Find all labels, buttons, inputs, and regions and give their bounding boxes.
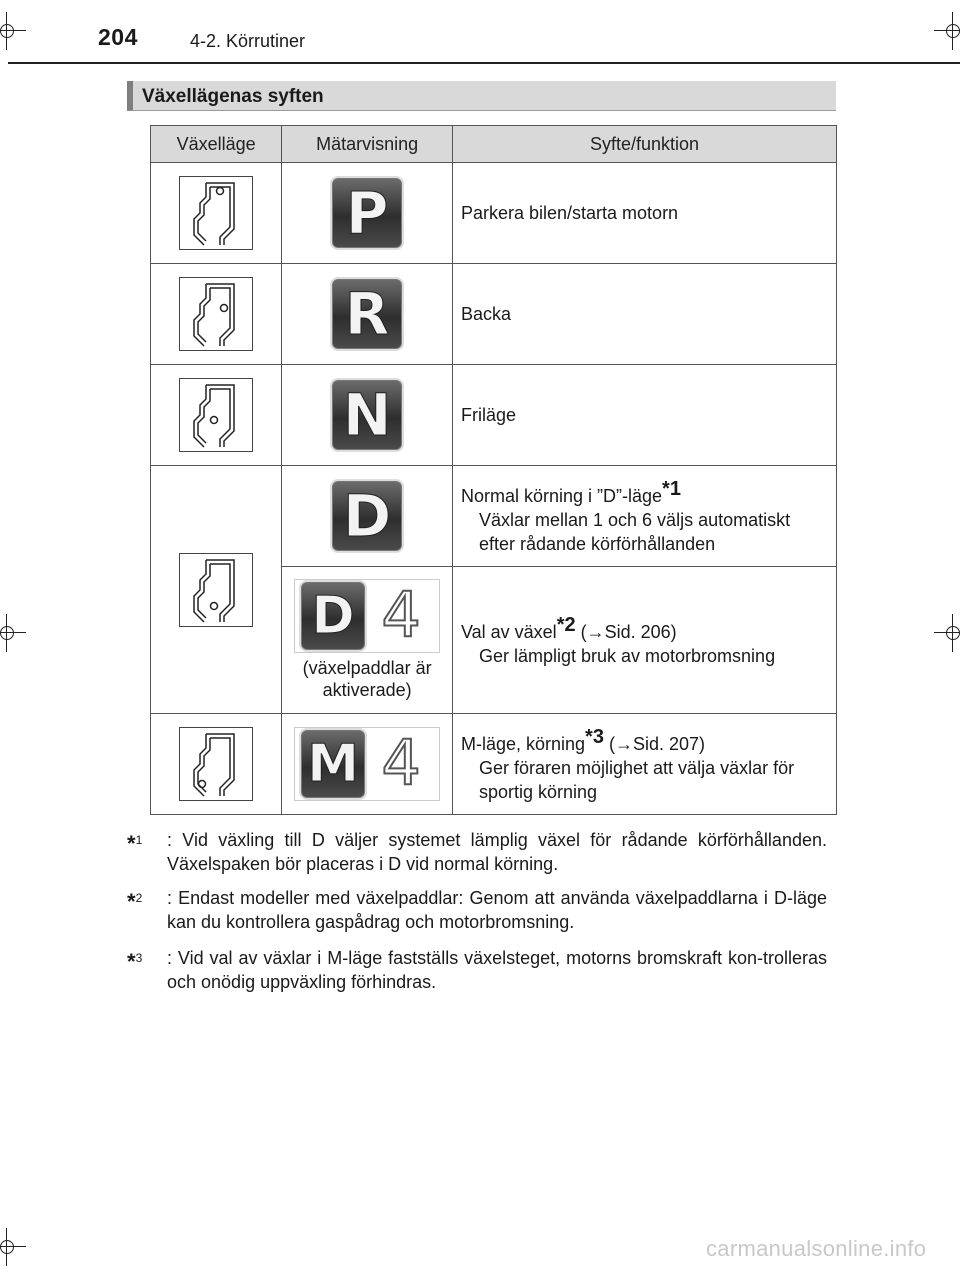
gear-d-indicator-icon: D: [332, 481, 402, 551]
shift-gate-cell: [151, 714, 282, 815]
shift-gate-p-icon: [179, 176, 253, 250]
gear-r-indicator-icon: R: [332, 279, 402, 349]
gear-p-indicator-icon: P: [332, 178, 402, 248]
column-header-function: Syfte/funktion: [452, 126, 836, 163]
table-row: [151, 365, 837, 466]
gear-position-table: [150, 125, 837, 815]
gear-n-indicator-icon: N: [332, 380, 402, 450]
function-text: Friläge: [460, 405, 516, 425]
table-row: [151, 163, 837, 264]
meter-display-cell: [282, 163, 453, 264]
table-row: [151, 714, 837, 815]
shift-gate-cell: [151, 163, 282, 264]
table-row: [151, 466, 837, 567]
shift-gate-n-icon: [179, 378, 253, 452]
section-title: Växellägenas syften: [142, 86, 324, 107]
shift-gate-d-icon: [179, 553, 253, 627]
shift-gate-cell: [151, 365, 282, 466]
paddle-caption: (växelpaddlar är aktiverade): [302, 658, 432, 700]
function-note: Ger lämpligt bruk av motorbromsning: [478, 645, 776, 666]
column-header-gear: Växelläge: [151, 126, 282, 163]
meter-display-cell: [282, 365, 453, 466]
crop-mark-mid-left: [0, 622, 18, 644]
crop-mark-bottom-left: [0, 1236, 18, 1258]
table-header-row: [151, 126, 837, 163]
function-text: Backa: [460, 304, 511, 324]
function-text: Val av växel$^{*2}$ (→Sid. 206): [460, 613, 677, 642]
table-row: [151, 264, 837, 365]
function-cell: [452, 466, 836, 567]
footnote-text: : Endast modeller med växelpaddlar: Genom att använda växelpaddlarna i D-läge kan du kontrollera gaspådrag och motorbromsning.: [167, 888, 827, 932]
footnote-marker: *$^3$: [127, 949, 143, 974]
meter-display-cell: [282, 466, 453, 567]
function-text: M-läge, körning$^{*3}$ (→Sid. 207): [460, 725, 705, 754]
watermark: carmanualsonline.info: [706, 1236, 927, 1261]
shift-gate-m-icon: [179, 727, 253, 801]
column-header-display: Mätarvisning: [282, 126, 453, 163]
meter-display-cell: [282, 714, 453, 815]
page-number: 204: [98, 24, 138, 50]
footnote-text: : Vid val av växlar i M-läge fastställs växelsteget, motorns bromskraft kon-trolleras och onödig uppväxling förhindras.: [167, 948, 827, 992]
footnote-text: : Vid växling till D väljer systemet lämplig växel för rådande körförhållanden. Växelspaken bör placeras i D vid normal körning.: [167, 830, 827, 874]
footnote-2: [127, 886, 827, 934]
function-cell: [452, 714, 836, 815]
crop-mark-top-right: [942, 20, 960, 42]
function-text: Normal körning i ”D”-läge$^{*1}$: [460, 477, 681, 506]
crop-mark-mid-right: [942, 622, 960, 644]
function-cell: [452, 163, 836, 264]
shift-gate-cell: [151, 466, 282, 714]
shift-gate-r-icon: [179, 277, 253, 351]
crop-mark-top-left: [0, 20, 18, 42]
gear-m4-indicator-icon: M 4: [294, 727, 440, 801]
footnote-marker: *$^2$: [127, 889, 143, 914]
header-rule: [8, 62, 960, 64]
function-cell: [452, 365, 836, 466]
footnote-marker: *$^1$: [127, 831, 143, 856]
shift-gate-cell: [151, 264, 282, 365]
footnote-1: [127, 828, 827, 876]
footnote-3: [127, 946, 827, 994]
meter-display-cell: [282, 567, 453, 714]
function-note: Växlar mellan 1 och 6 väljs automatiskt efter rådande körförhållanden: [478, 509, 791, 554]
function-note: Ger föraren möjlighet att välja växlar för sportig körning: [478, 757, 795, 802]
gear-d4-indicator-icon: D 4: [294, 579, 440, 653]
meter-display-cell: [282, 264, 453, 365]
function-text: Parkera bilen/starta motorn: [460, 203, 679, 223]
function-cell: [452, 264, 836, 365]
function-cell: [452, 567, 836, 714]
chapter-title: 4-2. Körrutiner: [190, 31, 306, 51]
